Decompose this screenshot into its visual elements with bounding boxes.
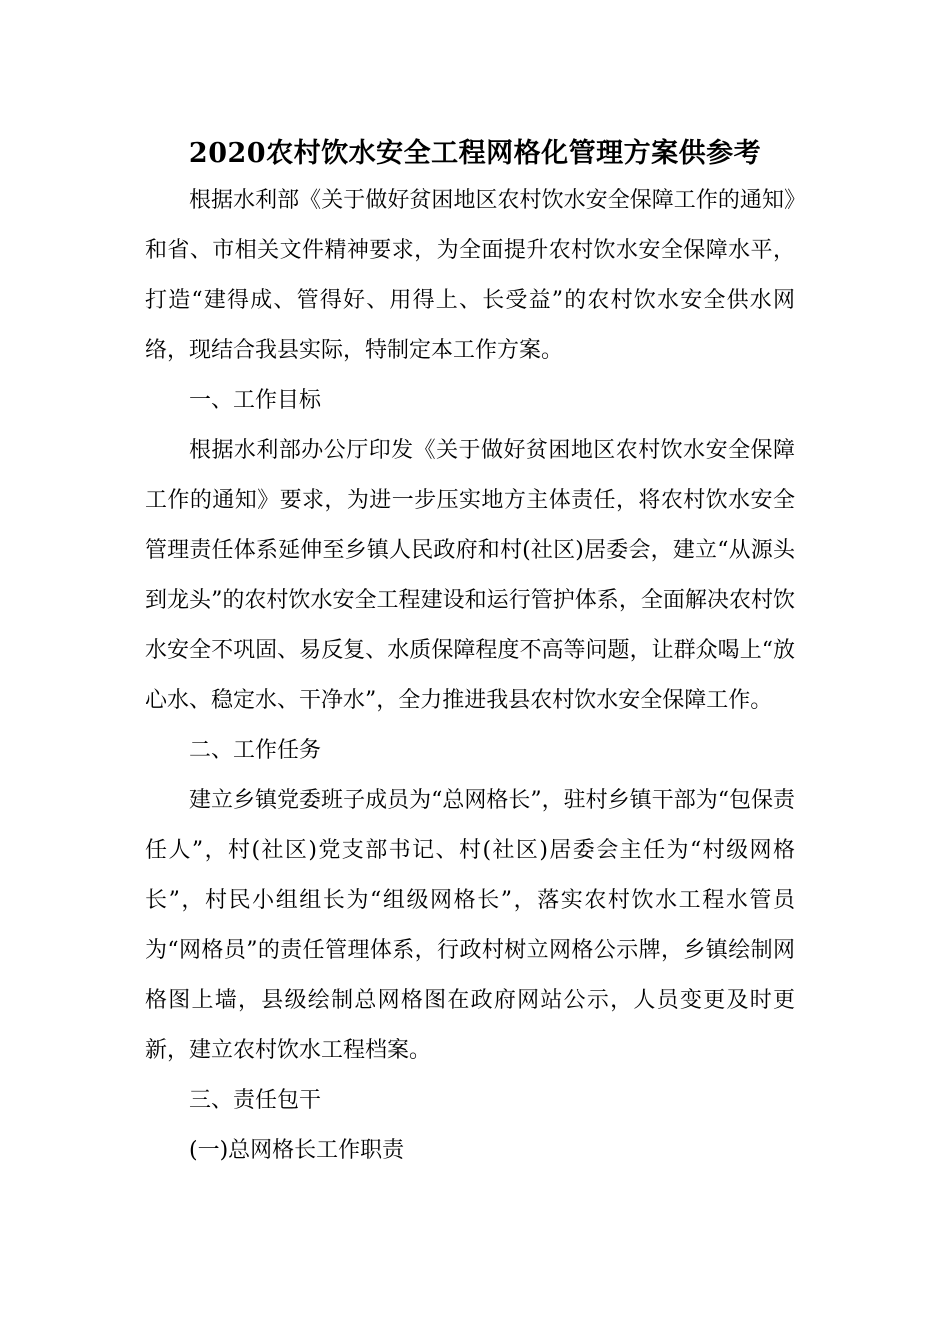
document-title: 2020农村饮水安全工程网格化管理方案供参考	[188, 138, 762, 169]
tasks-paragraph: 建立乡镇党委班子成员为“总网格长”，驻村乡镇干部为“包保责任人”，村(社区)党支部书记、村(社区)居委会主任为“村级网格长”，村民小组组长为“组级网格长”，落实农村饮水工程水管员为“网格员”的责任管理体系，行政村树立网格公示牌，乡镇绘制网格图上墙，县级绘制总网格图在政府网站公示，人员变更及时更新，建立农村饮水工程档案。	[145, 788, 795, 1063]
document-body	[145, 176, 795, 1176]
section-heading-goals: 一、工作目标	[189, 388, 322, 413]
section-heading-responsibility: 三、责任包干	[189, 1088, 322, 1113]
goals-paragraph: 根据水利部办公厅印发《关于做好贫困地区农村饮水安全保障工作的通知》要求，为进一步压实地方主体责任，将农村饮水安全管理责任体系延伸至乡镇人民政府和村(社区)居委会，建立“从源头到龙头”的农村饮水安全工程建设和运行管护体系，全面解决农村饮水安全不巩固、易反复、水质保障程度不高等问题，让群众喝上“放心水、稳定水、干净水”，全力推进我县农村饮水安全保障工作。	[145, 438, 795, 713]
intro-paragraph: 根据水利部《关于做好贫困地区农村饮水安全保障工作的通知》和省、市相关文件精神要求，为全面提升农村饮水安全保障水平，打造“建得成、管得好、用得上、长受益”的农村饮水安全供水网络，现结合我县实际，特制定本工作方案。	[145, 188, 795, 363]
section-heading-tasks: 二、工作任务	[189, 738, 322, 763]
subsection-heading-chief-grid-leader: (一)总网格长工作职责	[189, 1138, 405, 1163]
